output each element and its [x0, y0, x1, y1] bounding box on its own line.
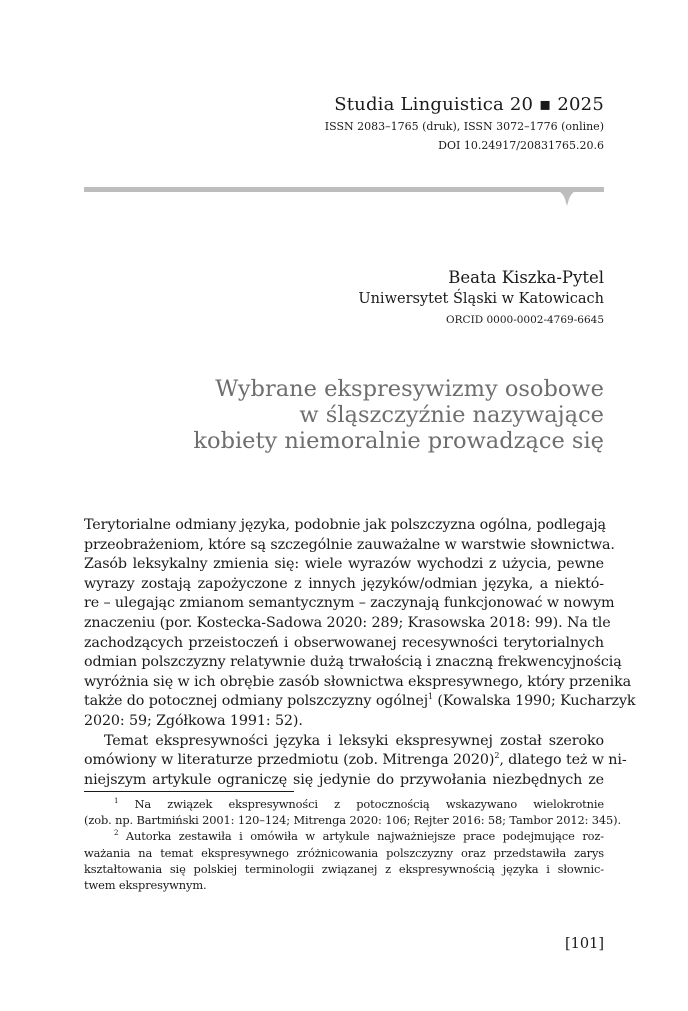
journal-title: Studia Linguistica 20 ▪ 2025: [334, 94, 604, 115]
footnote-2-line: twem ekspresywnym.: [84, 878, 207, 893]
footnote-separator: [84, 791, 294, 792]
body-text-segment: (Kowalska 1990; Kucharzyk: [433, 693, 636, 710]
body-line: odmian polszczyzny relatywnie dużą trwałością i znaczną frekwencyjnością: [84, 654, 622, 671]
footnote-2-mark: 2: [114, 829, 119, 838]
footnote-text: Autorka zestawiła i omówiła w artykule najważniejsze prace podejmujące roz-: [118, 829, 604, 844]
author-name: Beata Kiszka-Pytel: [448, 268, 604, 287]
page-number: [101]: [565, 936, 604, 952]
body-line: wyróżnia się w ich obrębie zasób słownictwa ekspresywnego, który przenika: [84, 673, 632, 690]
body-line: niejszym artykule ograniczę się jedynie do przywołania niezbędnych ze: [84, 771, 604, 788]
body-text-segment: omówiony w literaturze przedmiotu (zob. Mitrenga 2020): [84, 752, 495, 769]
footnote-ref-2[interactable]: 2: [494, 751, 500, 761]
body-line: przeobrażeniom, które są szczególnie zauważalne w warstwie słownictwa.: [84, 536, 615, 553]
footnote-ref-1[interactable]: 1: [428, 692, 433, 702]
body-line: [84, 692, 636, 712]
body-line: [84, 751, 627, 771]
footnote-2-line: kształtowania się polskiej terminologii związanej z ekspresywnością języka i słownic-: [84, 861, 604, 876]
body-line: Temat ekspresywności języka i leksyki ekspresywnej został szeroko: [104, 732, 604, 749]
footnote-1-line: [84, 796, 604, 812]
header-rule-graphic: [84, 184, 604, 214]
header-rule: [84, 184, 604, 214]
body-text-segment: , dlatego też w ni-: [499, 752, 627, 769]
footnote-1-line: (zob. np. Bartmiński 2001: 120–124; Mitrenga 2020: 106; Rejter 2016: 58; Tambor 2012: 345).: [84, 813, 622, 828]
footnote-text: Na związek ekspresywności z potocznością wskazywano wielokrotnie: [118, 797, 604, 811]
title-line: kobiety niemoralnie prowadzące się: [193, 428, 604, 454]
footnote-2-line: [84, 828, 604, 844]
body-line: znaczeniu (por. Kostecka-Sadowa 2020: 289; Krasowska 2018: 99). Na tle: [84, 614, 611, 631]
body-line: zachodzących przeistoczeń i obserwowanej recesywności terytorialnych: [84, 634, 604, 651]
title-line: w śląszczyźnie nazywające: [299, 402, 604, 428]
issn-line: ISSN 2083–1765 (druk), ISSN 3072–1776 (online): [324, 120, 604, 133]
footnote-1-mark: 1: [114, 797, 119, 805]
body-line: wyrazy zostają zapożyczone z innych języków/odmian języka, a niektó-: [84, 575, 604, 592]
body-line: re – ulegając zmianom semantycznym – zaczynają funkcjonować w nowym: [84, 595, 615, 612]
footnote-2-line: ważania na temat ekspresywnego zróżnicowania polszczyzny oraz przedstawiła zarys: [84, 845, 604, 860]
title-line: Wybrane ekspresywizmy osobowe: [215, 376, 604, 402]
body-line: 2020: 59; Zgółkowa 1991: 52).: [84, 712, 303, 729]
article-title: [164, 376, 604, 454]
body-text: [84, 516, 636, 790]
footnotes: [84, 796, 622, 893]
doi-line: DOI 10.24917/20831765.20.6: [438, 139, 604, 152]
author-affiliation: Uniwersytet Śląski w Katowicach: [358, 291, 604, 307]
body-text-segment: także do potocznej odmiany polszczyzny ogólnej: [84, 693, 429, 710]
body-line: Terytorialne odmiany języka, podobnie jak polszczyzna ogólna, podlegają: [84, 517, 606, 533]
author-orcid: ORCID 0000-0002-4769-6645: [446, 314, 604, 326]
body-line: Zasób leksykalny zmienia się: wiele wyrazów wychodzi z użycia, pewne: [84, 556, 604, 573]
